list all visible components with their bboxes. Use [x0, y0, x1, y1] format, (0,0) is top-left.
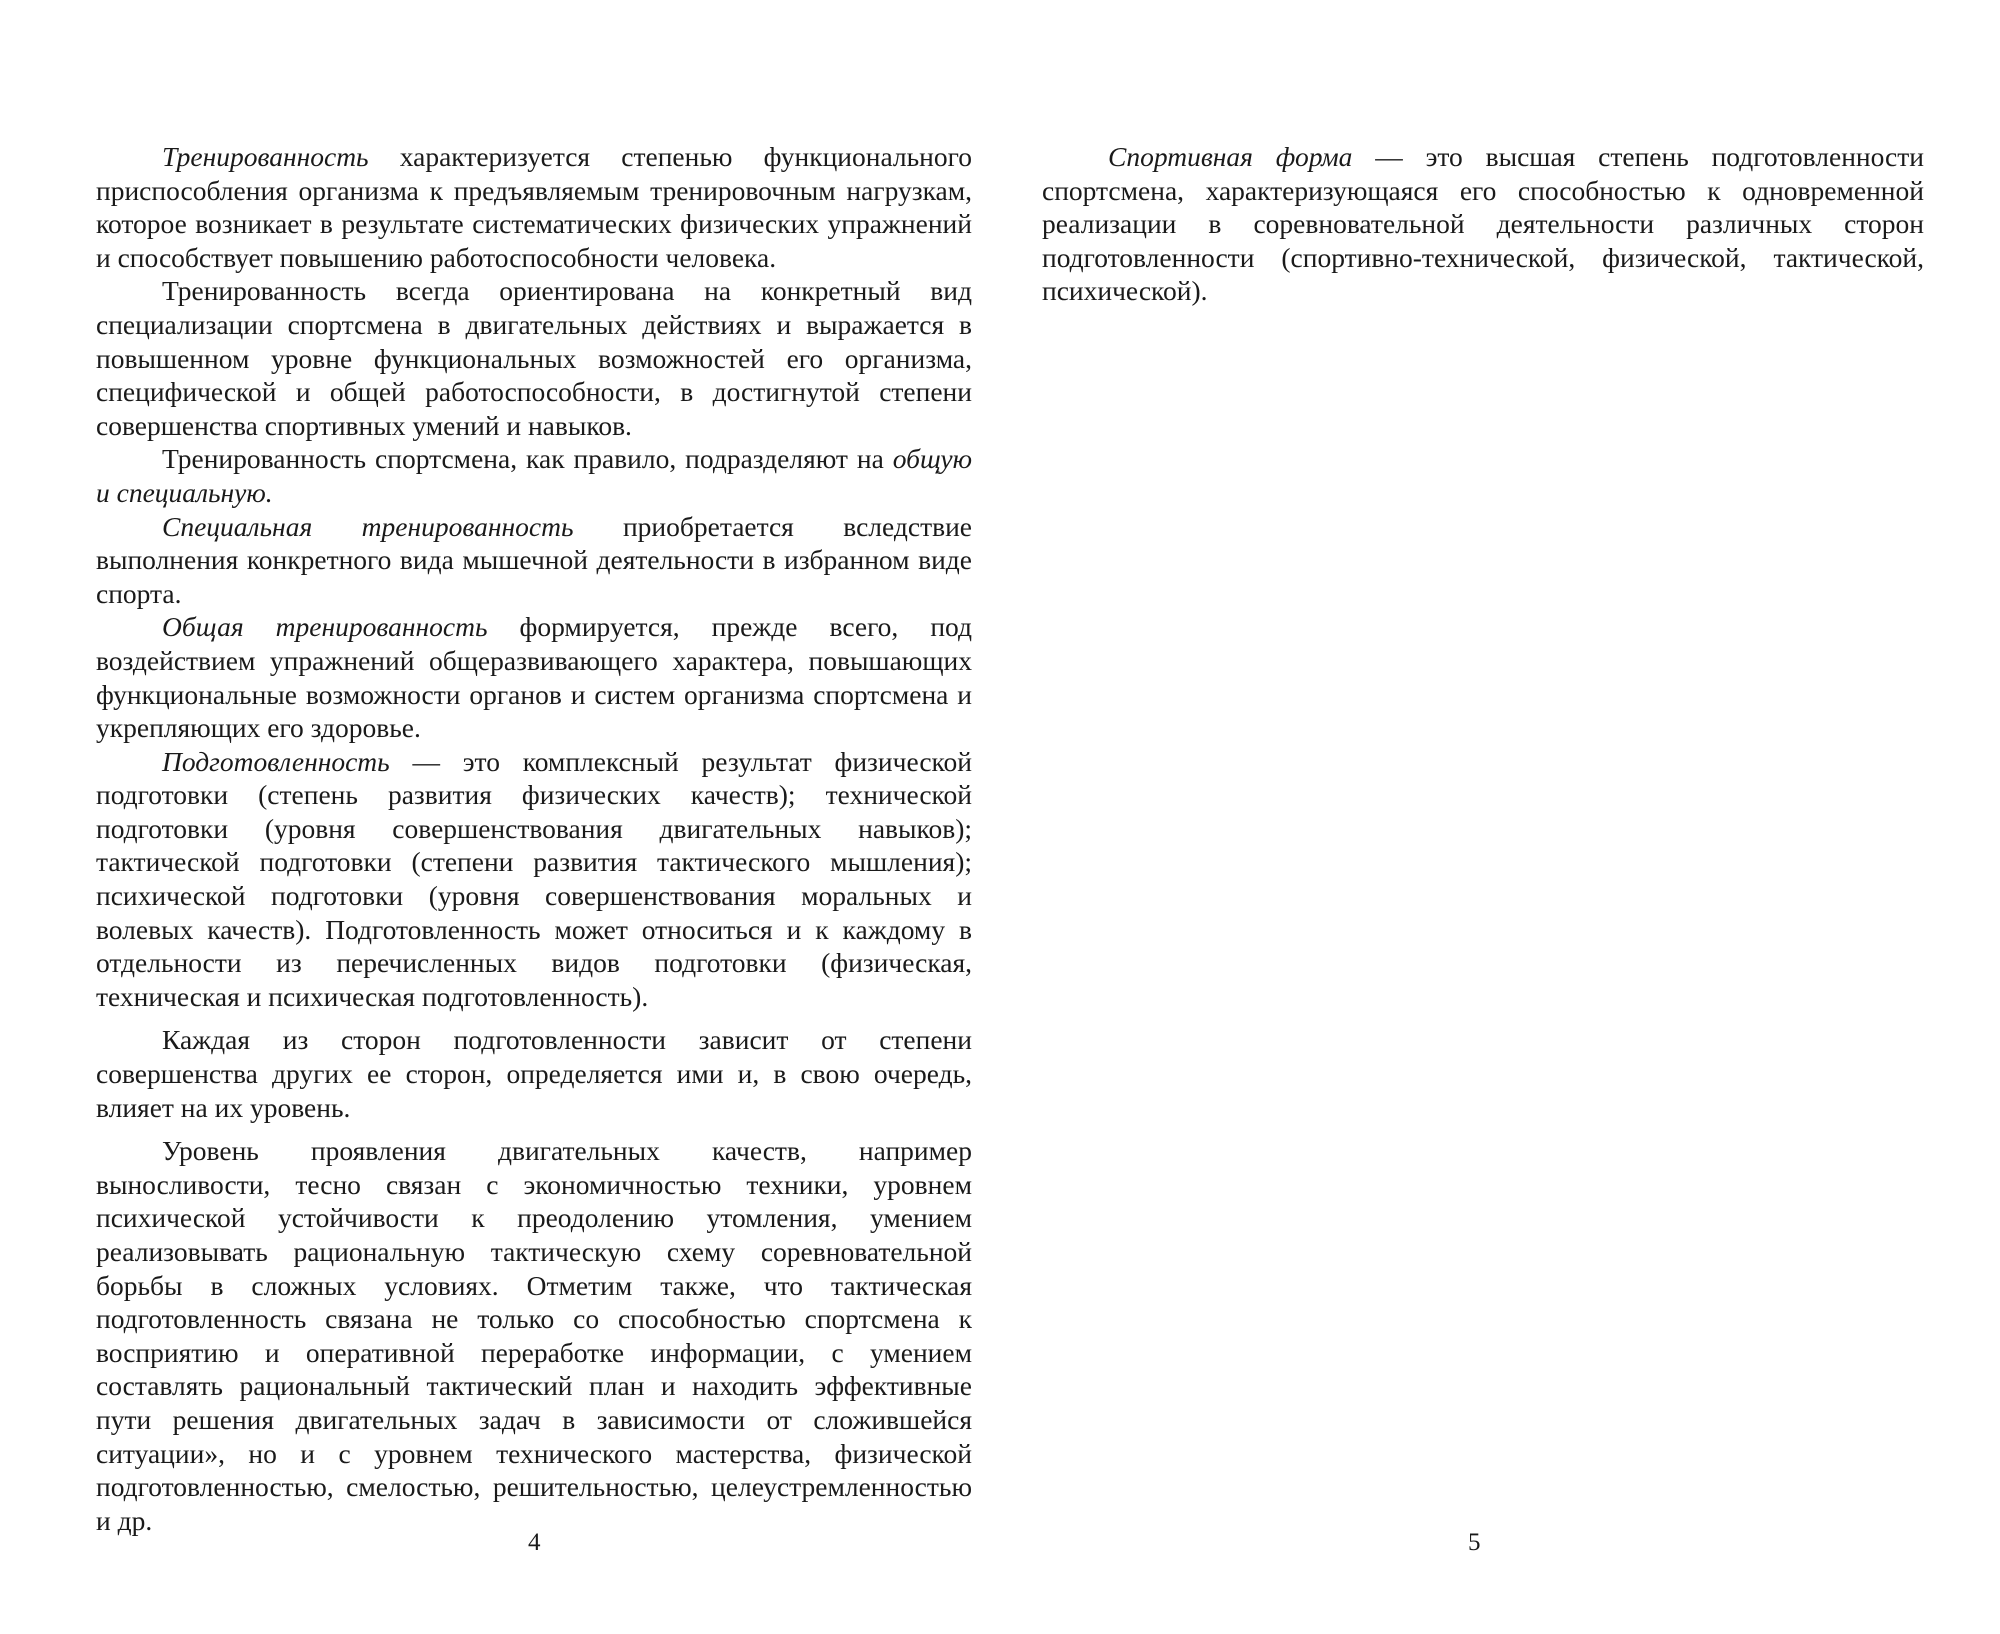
paragraph-special-trainedness: Специальная тренированность приобретается вследствие выполнения конкретного вида мышечной деятельности в избранном виде спорта. — [96, 510, 972, 609]
page-number-left: 4 — [528, 1529, 541, 1556]
page-number-right: 5 — [1468, 1529, 1481, 1556]
term-trainedness: Тренированность — [162, 141, 369, 172]
term-special-trainedness: Специальная тренированность — [162, 510, 574, 542]
term-preparedness: Подготовленность — [162, 745, 390, 777]
paragraph-motor-qualities: Уровень проявления двигательных качеств, например выносливости, тесно связан с экономичностью техники, уровнем психической устойчивости к преодолению утомления, умением реализовывать рациональную тактическую схему соревновательной борьбы в сложных условиях. Отметим также, что тактическая подготовленность связана не только со способностью спортсмена к восприятию и оперативной переработке информации, с умением составлять рациональный тактический план и находить эффективные пути решения двигательных задач в зависимости от сложившейся ситуации», но и с уровнем технического мастерства, физической подготовленностью, смелостью, решительностью, целеустремленностью и др. — [96, 1135, 972, 1536]
paragraph-trainedness-types: Тренированность спортсмена, как правило, подразделяют на общую и специальную. — [96, 443, 972, 508]
term-general-trainedness: Общая тренированность — [162, 611, 488, 643]
paragraph-trainedness-orientation: Тренированность всегда ориентирована на конкретный вид специализации спортсмена в двигательных действиях и выражается в повышенном уровне функциональных возможностей его организма, специфической и общей работоспособности, в достигнутой степени совершенства спортивных умений и навыков. — [96, 275, 972, 441]
right-page-text — [1042, 140, 1924, 308]
paragraph-preparedness-sides: Каждая из сторон подготовленности зависит от степени совершенства других ее сторон, определяется ими и, в свою очередь, влияет на их уровень. — [96, 1024, 972, 1123]
term-sport-form: Спортивная форма — [1108, 141, 1353, 172]
paragraph-sport-form: Спортивная форма — это высшая степень подготовленности спортсмена, характеризующаяся его способностью к одновременной реализации в соревновательной деятельности различных сторон подготовленности (спортивно-технической, физической, тактической, психической). — [1042, 141, 1924, 307]
paragraph-preparedness: Подготовленность — это комплексный результат физической подготовки (степень развития физических качеств); технической подготовки (уровня совершенствования двигательных навыков); тактической подготовки (степени развития тактического мышления); психической подготовки (уровня совершенствования моральных и волевых качеств). Подготовленность может относиться и к каждому в отдельности из перечисленных видов подготовки (физическая, техническая и психическая подготовленность). — [96, 745, 972, 1012]
paragraph-trainedness: Тренированность характеризуется степенью функционального приспособления организма к предъявляемым тренировочным нагрузкам, которое возникает в результате систематических физических упражнений и способствует повышению работоспособности человека. — [96, 141, 972, 273]
term-general-special: общую и специальную. — [96, 443, 972, 508]
left-page-text — [96, 140, 972, 1537]
paragraph-general-trainedness: Общая тренированность формируется, прежде всего, под воздействием упражнений общеразвивающего характера, повышающих функциональные возможности органов и систем организма спортсмена и укрепляющих его здоровье. — [96, 611, 972, 744]
